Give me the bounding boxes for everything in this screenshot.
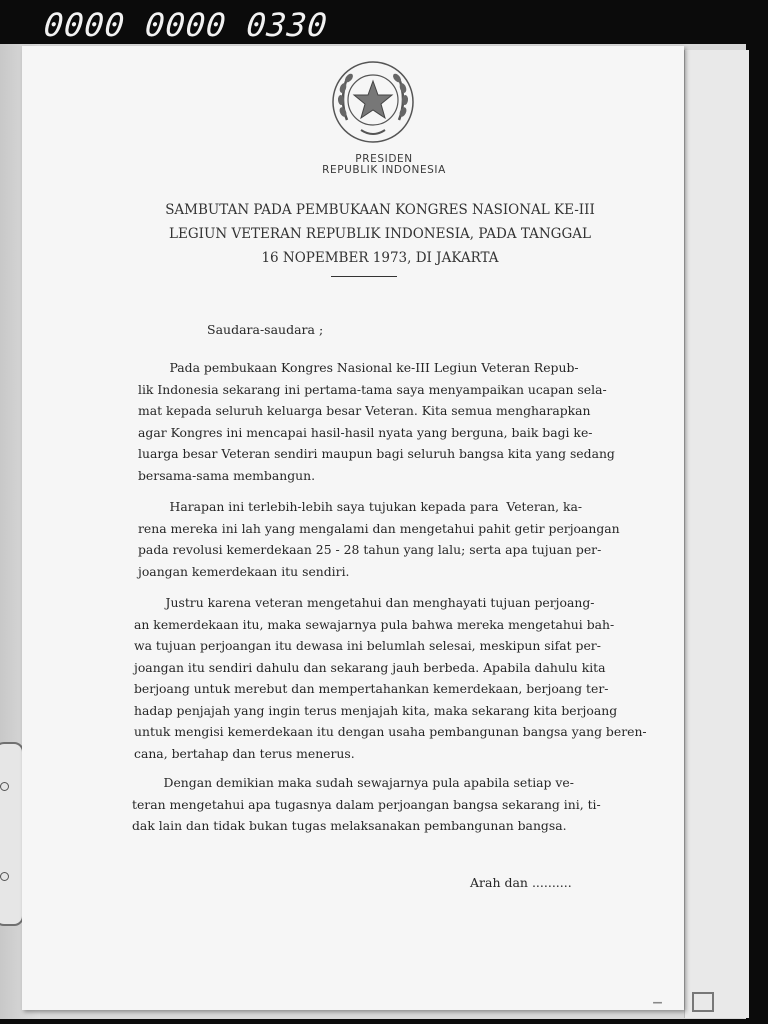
speech-heading [90,198,670,270]
heading-underline [331,276,397,277]
corner-mark: – [652,990,663,1015]
paragraph-line: joangan itu sendiri dahulu dan sekarang jauh berbeda. Apabila dahulu kita [134,659,606,675]
binder-hole-icon [0,872,9,881]
paragraph-line: pada revolusi kemerdekaan 25 - 28 tahun yang lalu; serta apa tujuan per- [138,542,602,557]
paragraph-line: Justru karena veteran mengetahui dan menghayati tujuan perjoang- [134,595,595,610]
paragraph [132,772,601,837]
film-frame-counter: 0000 0000 0330 [42,6,330,44]
letterhead-title: PRESIDEN [355,153,413,165]
paragraph [134,592,647,764]
paragraph-line: rena mereka ini lah yang mengalami dan mengetahui pahit getir perjoangan [138,520,620,536]
letterhead-subtitle: REPUBLIK INDONESIA [322,164,446,176]
paragraph [138,357,615,486]
paragraph-line: teran mengetahui apa tugasnya dalam perjoangan bangsa sekarang ini, ti- [132,796,601,812]
heading-line: SAMBUTAN PADA PEMBUKAAN KONGRES NASIONAL KE-III [165,202,595,218]
paragraph-line: hadap penjajah yang ingin terus menjajah kita, maka sekarang kita berjoang [134,702,618,718]
binder-hole-icon [0,782,9,791]
paragraph-line: bersama-sama membangun. [138,467,316,483]
presidential-emblem-icon [331,60,415,144]
paragraph-line: mat kepada seluruh keluarga besar Veteran. Kita semua mengharapkan [138,403,591,418]
paragraph-line: wa tujuan perjoangan itu dewasa ini belumlah selesai, meskipun sifat per- [134,638,601,653]
paragraph-line: Dengan demikian maka sudah sewajarnya pula apabila setiap ve- [132,775,574,790]
paragraph [138,496,620,582]
paragraph-line: berjoang untuk merebut dan mempertahankan kemerdekaan, berjoang ter- [134,681,609,696]
paragraph-line: untuk mengisi kemerdekaan itu dengan usaha pembangunan bangsa yang beren- [134,724,647,739]
paragraph-line: an kemerdekaan itu, maka sewajarnya pula bahwa mereka mengetahui bah- [134,616,615,632]
paragraph-line: Harapan ini terlebih-lebih saya tujukan kepada para Veteran, ka- [138,499,583,514]
paragraph-line: agar Kongres ini mencapai hasil-hasil nyata yang berguna, baik bagi ke- [138,424,593,440]
paragraph-line: luarga besar Veteran sendiri maupun bagi seluruh bangsa kita yang sedang [138,446,615,461]
underlying-page [684,50,749,1018]
paragraph-line: lik Indonesia sekarang ini pertama-tama saya menyampaikan ucapan sela- [138,381,607,397]
continuation-catchword: Arah dan .......... [470,875,572,890]
salutation: Saudara-saudara ; [207,322,324,337]
paragraph-line: Pada pembukaan Kongres Nasional ke-III Legiun Veteran Repub- [138,360,579,375]
paragraph-line: joangan kemerdekaan itu sendiri. [138,563,350,579]
paragraph-line: dak lain dan tidak bukan tugas melaksanakan pembangunan bangsa. [132,818,567,833]
heading-line: LEGIUN VETERAN REPUBLIK INDONESIA, PADA TANGGAL [169,226,591,242]
paragraph-line: cana, bertahap dan terus menerus. [134,745,355,761]
heading-line: 16 NOPEMBER 1973, DI JAKARTA [261,250,499,266]
corner-box-mark [692,992,714,1012]
binder-tab [0,742,24,926]
